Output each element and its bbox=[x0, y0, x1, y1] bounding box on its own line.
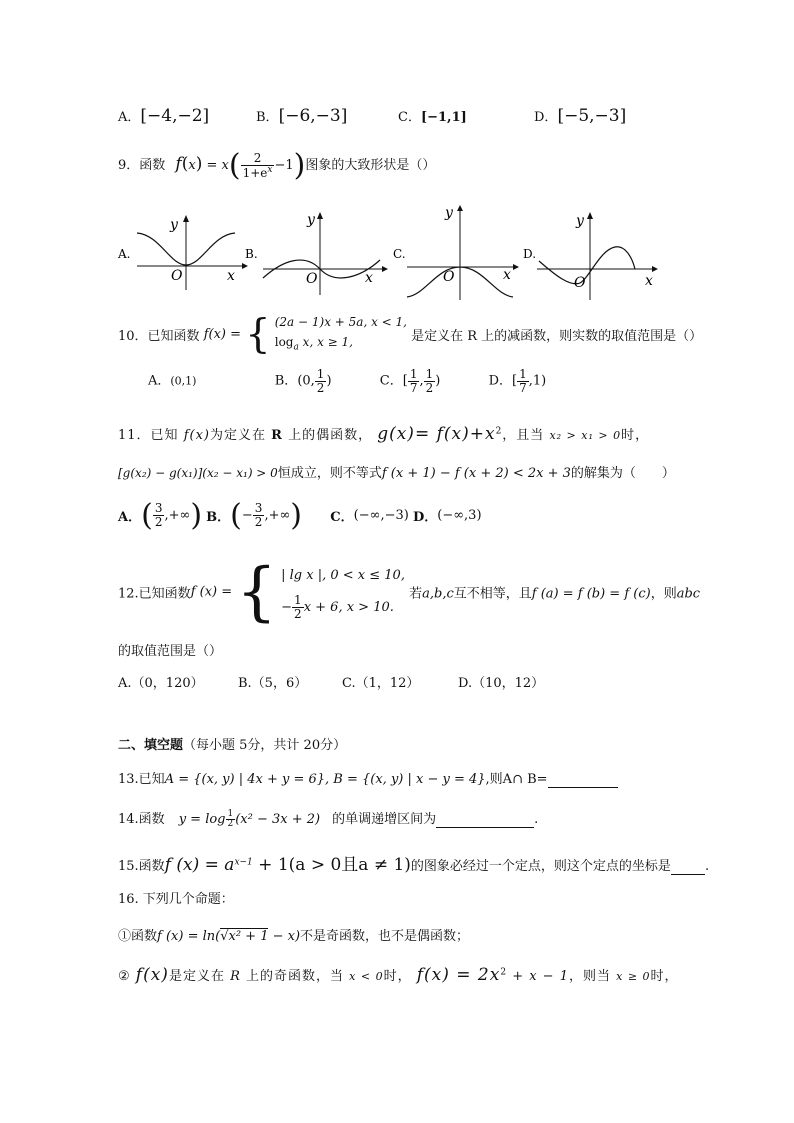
svg-text:x: x bbox=[645, 273, 653, 289]
section-2-title: 二、填空题（每小题 5分，共计 20分） bbox=[118, 738, 347, 753]
svg-text:x: x bbox=[227, 268, 235, 284]
svg-text:y: y bbox=[445, 205, 453, 221]
q12-stem: 12.已知函数f (x) = { | lg x |, 0 < x ≤ 10, − $\frac{1}{2}$ x + 6, x > 10. 若a,b,c互不相等，且f (a) = f (b) = f (c)，则abc bbox=[118, 555, 701, 629]
svg-text:O: O bbox=[443, 269, 455, 285]
q16-prop1: ①函数f (x) = ln(√x² + 1 − x)不是奇函数，也不是偶函数； bbox=[118, 929, 470, 944]
svg-text:D.: D. bbox=[523, 247, 537, 261]
q8-option-a: A．[−4,−2] bbox=[118, 106, 210, 126]
q14: 14.函数 y = log $\frac{1}{2}$ (x² − 3x + 2) 的单调递增区间为 . bbox=[118, 808, 539, 829]
graph-b bbox=[245, 212, 388, 295]
svg-text:C.: C. bbox=[393, 247, 406, 261]
q10-options: A．(0,1) B．(0, $\frac{1}{2}$ ) C．[ $\frac{1}{7}$ , $\frac{1}{2}$ ) D．[ $\frac{1}{7}$ ,1) bbox=[148, 367, 547, 395]
q11-options: A．( $\frac{3}{2}$ ,+∞) B．(− $\frac{3}{2}$ ,+∞) C．(−∞,−3) D．(−∞,3) bbox=[118, 498, 482, 533]
q12-option-c: C.（1，12） bbox=[342, 676, 420, 691]
q9-graphs bbox=[115, 205, 675, 305]
graph-d bbox=[523, 212, 658, 300]
svg-text:B.: B. bbox=[245, 247, 258, 261]
svg-text:y: y bbox=[307, 212, 315, 228]
svg-text:x: x bbox=[365, 270, 373, 286]
q11-line2: [g(x₂) − g(x₁)](x₂ − x₁) > 0恒成立，则不等式f (x + 1) − f (x + 2) < 2x + 3的解集为（ ） bbox=[118, 466, 675, 481]
q16-prop2: ② f(x)是定义在 R 上的奇函数，当 x < 0时， $f(x) = 2x^2 + x - 1$，则当 x ≥ 0时， bbox=[118, 965, 679, 985]
q15: 15.函数f $(x) = a^{x-1} + 1(a > 0$且a ≠ 1)的图象必经过一个定点，则这个定点的坐标是 . bbox=[118, 855, 710, 875]
svg-text:O: O bbox=[171, 268, 183, 284]
svg-text:y: y bbox=[170, 217, 178, 233]
svg-text:x: x bbox=[503, 267, 511, 283]
q12-line2: 的取值范围是（） bbox=[118, 644, 223, 659]
graph-c bbox=[393, 205, 519, 300]
q12-option-a: A.（0，120） bbox=[118, 676, 204, 691]
svg-text:O: O bbox=[574, 275, 586, 291]
q16: 16. 下列几个命题： bbox=[118, 892, 234, 907]
q13: 13.已知A = {(x, y) | 4x + y = 6}, B = {(x, y) | x − y = 4},则A∩ B= bbox=[118, 768, 618, 788]
graph-a-label: A. bbox=[118, 247, 131, 261]
q8-option-b: B．[−6,−3] bbox=[256, 106, 348, 126]
graph-a bbox=[117, 215, 248, 290]
svg-text:y: y bbox=[576, 213, 584, 229]
q8-option-d: D．[−5,−3] bbox=[534, 106, 627, 126]
q9-stem: 9．函数 f(x) = x( $\frac{2}{1+e^x}$ −1)图象的大致形状是（） bbox=[118, 148, 436, 183]
svg-text:O: O bbox=[306, 271, 318, 287]
q10-stem: 10．已知函数 f(x) = { (2a − 1)x + 5a, x < 1, $\log_a x$, x ≥ 1, 是定义在 R 上的减函数，则实数的取值范围是（） bbox=[118, 311, 703, 358]
q12-option-b: B.（5，6） bbox=[238, 676, 308, 691]
q8-option-c: C．[−1,1] bbox=[398, 110, 467, 125]
q12-option-d: D.（10，12） bbox=[458, 676, 545, 691]
q11-line1: 11．已知 f(x)为定义在 R 上的偶函数， $g(x)= f(x)+x^2$，且当 x₂ > x₁ > 0时， bbox=[118, 424, 650, 444]
